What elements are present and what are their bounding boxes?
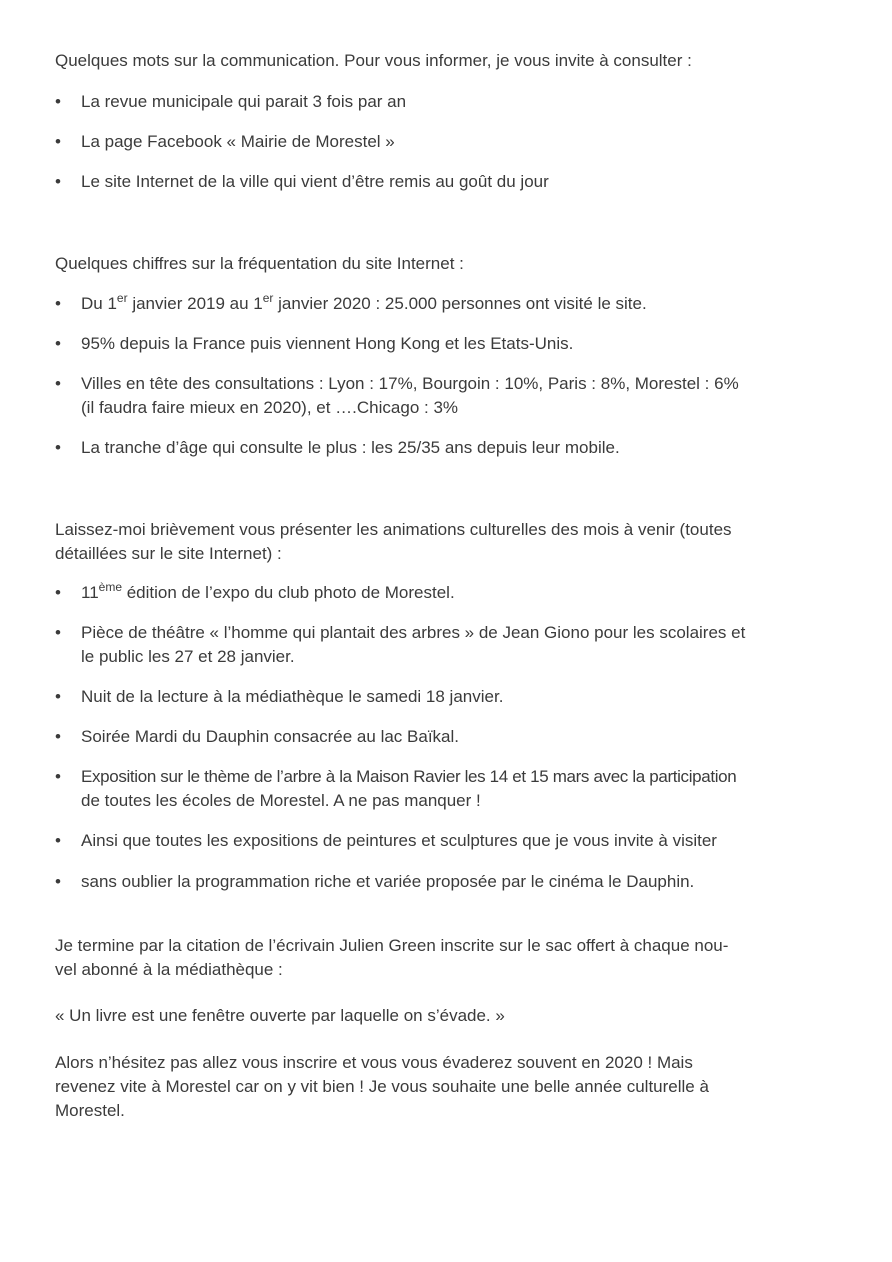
list-item-text: Exposition sur le thème de l’arbre à la Maison Ravier les 14 et 15 mars avec la participation [81, 767, 737, 786]
bullet: • [55, 294, 61, 313]
list-item-text: Nuit de la lecture à la médiathèque le samedi 18 janvier. [81, 687, 504, 706]
list-item-text: Ainsi que toutes les expositions de peintures et sculptures que je vous invite à visiter [81, 831, 717, 850]
paragraph: Alors n’hésitez pas allez vous inscrire et vous vous évaderez souvent en 2020 ! Mais [55, 1053, 693, 1072]
text: 11 [81, 583, 99, 602]
text: janvier 2020 : 25.000 personnes ont visité le site. [273, 294, 647, 313]
bullet: • [55, 583, 61, 602]
text: janvier 2019 au 1 [127, 294, 263, 313]
paragraph: Je termine par la citation de l’écrivain Julien Green inscrite sur le sac offert à chaque nou- [55, 936, 729, 955]
paragraph: vel abonné à la médiathèque : [55, 960, 283, 979]
bullet: • [55, 132, 61, 151]
list-item-text: Soirée Mardi du Dauphin consacrée au lac Baïkal. [81, 727, 459, 746]
list-item-text: 95% depuis la France puis viennent Hong Kong et les Etats-Unis. [81, 334, 574, 353]
list-item-text: La page Facebook « Mairie de Morestel » [81, 132, 395, 151]
list-item-text: La revue municipale qui parait 3 fois par an [81, 92, 407, 111]
list-item-text: le public les 27 et 28 janvier. [81, 647, 295, 666]
bullet: • [55, 92, 61, 111]
bullet: • [55, 334, 61, 353]
list-item-text: La tranche d’âge qui consulte le plus : les 25/35 ans depuis leur mobile. [81, 438, 620, 457]
bullet: • [55, 831, 61, 850]
list-item-text: Le site Internet de la ville qui vient d’être remis au goût du jour [81, 172, 549, 191]
bullet: • [55, 172, 61, 191]
list-item-text: Villes en tête des consultations : Lyon : 17%, Bourgoin : 10%, Paris : 8%, Morestel : 6% [81, 374, 739, 393]
paragraph: revenez vite à Morestel car on y vit bien ! Je vous souhaite une belle année culturelle à [55, 1077, 709, 1096]
paragraph: Quelques mots sur la communication. Pour vous informer, je vous invite à consulter : [55, 51, 692, 70]
bullet: • [55, 767, 61, 786]
paragraph: Laissez-moi brièvement vous présenter les animations culturelles des mois à venir (toutes [55, 520, 732, 539]
quote: « Un livre est une fenêtre ouverte par laquelle on s’évade. » [55, 1006, 505, 1025]
bullet: • [55, 727, 61, 746]
list-item-text [81, 582, 455, 604]
superscript: ème [98, 580, 122, 594]
bullet: • [55, 438, 61, 457]
paragraph: Morestel. [55, 1101, 125, 1120]
list-item-text: Pièce de théâtre « l’homme qui plantait des arbres » de Jean Giono pour les scolaires et [81, 623, 746, 642]
paragraph: Quelques chiffres sur la fréquentation du site Internet : [55, 254, 464, 273]
bullet: • [55, 623, 61, 642]
list-item-text: de toutes les écoles de Morestel. A ne pas manquer ! [81, 791, 481, 810]
list-item-text: (il faudra faire mieux en 2020), et ….Chicago : 3% [81, 398, 459, 417]
text: Du 1 [81, 294, 117, 313]
paragraph: détaillées sur le site Internet) : [55, 544, 282, 563]
list-item-text: sans oublier la programmation riche et variée proposée par le cinéma le Dauphin. [81, 872, 695, 891]
bullet: • [55, 872, 61, 891]
text: édition de l’expo du club photo de Morestel. [122, 583, 455, 602]
list-item-text [81, 293, 647, 315]
bullet: • [55, 374, 61, 393]
superscript: er [262, 291, 274, 305]
superscript: er [116, 291, 128, 305]
bullet: • [55, 687, 61, 706]
